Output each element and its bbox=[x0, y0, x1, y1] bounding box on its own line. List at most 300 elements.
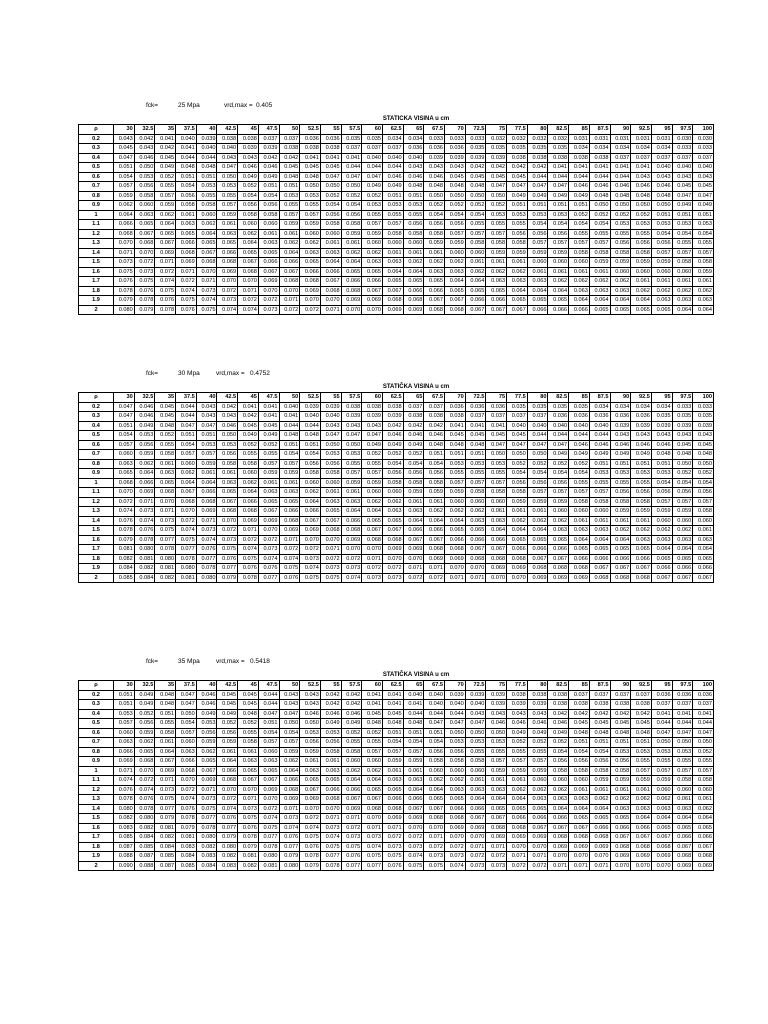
value-cell: 0.064 bbox=[631, 296, 652, 306]
value-cell: 0.036 bbox=[693, 690, 714, 700]
value-cell: 0.060 bbox=[548, 776, 569, 786]
value-cell: 0.049 bbox=[548, 191, 569, 201]
value-cell: 0.079 bbox=[155, 814, 176, 824]
value-cell: 0.042 bbox=[155, 144, 176, 154]
value-cell: 0.044 bbox=[672, 719, 693, 729]
value-cell: 0.051 bbox=[403, 191, 424, 201]
value-cell: 0.036 bbox=[631, 412, 652, 422]
value-cell: 0.060 bbox=[176, 459, 197, 469]
value-cell: 0.065 bbox=[445, 795, 466, 805]
value-cell: 0.068 bbox=[424, 305, 445, 315]
value-cell: 0.067 bbox=[465, 545, 486, 555]
value-cell: 0.077 bbox=[217, 564, 238, 574]
value-cell: 0.040 bbox=[507, 421, 528, 431]
value-cell: 0.059 bbox=[300, 220, 321, 230]
value-cell: 0.051 bbox=[631, 738, 652, 748]
value-cell: 0.040 bbox=[424, 690, 445, 700]
value-cell: 0.080 bbox=[114, 305, 135, 315]
value-cell: 0.059 bbox=[341, 478, 362, 488]
rho-cell: 1 bbox=[79, 478, 114, 488]
value-cell: 0.069 bbox=[279, 795, 300, 805]
value-cell: 0.061 bbox=[486, 258, 507, 268]
table-row bbox=[79, 507, 714, 517]
value-cell: 0.046 bbox=[507, 719, 528, 729]
value-cell: 0.057 bbox=[382, 747, 403, 757]
value-cell: 0.056 bbox=[320, 210, 341, 220]
value-cell: 0.057 bbox=[486, 757, 507, 767]
value-cell: 0.053 bbox=[693, 220, 714, 230]
value-cell: 0.044 bbox=[176, 153, 197, 163]
value-cell: 0.056 bbox=[300, 738, 321, 748]
value-cell: 0.046 bbox=[569, 182, 590, 192]
value-cell: 0.043 bbox=[279, 700, 300, 710]
value-cell: 0.059 bbox=[589, 776, 610, 786]
value-cell: 0.052 bbox=[548, 738, 569, 748]
value-cell: 0.037 bbox=[631, 153, 652, 163]
value-cell: 0.060 bbox=[341, 757, 362, 767]
value-cell: 0.053 bbox=[631, 469, 652, 479]
value-cell: 0.050 bbox=[176, 709, 197, 719]
table-row bbox=[79, 296, 714, 306]
value-cell: 0.063 bbox=[486, 277, 507, 287]
value-cell: 0.059 bbox=[196, 738, 217, 748]
table-row bbox=[79, 450, 714, 460]
value-cell: 0.068 bbox=[507, 554, 528, 564]
value-cell: 0.047 bbox=[445, 719, 466, 729]
value-cell: 0.069 bbox=[651, 852, 672, 862]
value-cell: 0.042 bbox=[403, 421, 424, 431]
value-cell: 0.074 bbox=[176, 286, 197, 296]
value-cell: 0.054 bbox=[176, 719, 197, 729]
value-cell: 0.058 bbox=[403, 229, 424, 239]
value-cell: 0.062 bbox=[507, 785, 528, 795]
column-header: 92.5 bbox=[631, 393, 652, 403]
value-cell: 0.071 bbox=[155, 258, 176, 268]
value-cell: 0.051 bbox=[258, 182, 279, 192]
value-cell: 0.040 bbox=[279, 402, 300, 412]
value-cell: 0.079 bbox=[217, 833, 238, 843]
value-cell: 0.062 bbox=[548, 516, 569, 526]
value-cell: 0.054 bbox=[569, 469, 590, 479]
value-cell: 0.064 bbox=[610, 535, 631, 545]
table-block-fck35 bbox=[78, 658, 714, 871]
rho-cell: 1.8 bbox=[79, 554, 114, 564]
value-cell: 0.078 bbox=[300, 852, 321, 862]
parameter-line bbox=[78, 370, 714, 382]
value-cell: 0.063 bbox=[217, 229, 238, 239]
value-cell: 0.041 bbox=[155, 134, 176, 144]
column-header: 75 bbox=[486, 681, 507, 691]
value-cell: 0.053 bbox=[610, 469, 631, 479]
value-cell: 0.075 bbox=[300, 833, 321, 843]
value-cell: 0.068 bbox=[465, 554, 486, 564]
value-cell: 0.072 bbox=[258, 535, 279, 545]
value-cell: 0.040 bbox=[651, 163, 672, 173]
value-cell: 0.042 bbox=[610, 709, 631, 719]
value-cell: 0.074 bbox=[445, 861, 466, 871]
table-row bbox=[79, 191, 714, 201]
value-cell: 0.065 bbox=[238, 248, 259, 258]
value-cell: 0.069 bbox=[672, 861, 693, 871]
value-cell: 0.043 bbox=[300, 690, 321, 700]
value-cell: 0.061 bbox=[341, 239, 362, 249]
value-cell: 0.061 bbox=[693, 795, 714, 805]
column-header: 70 bbox=[445, 125, 466, 135]
value-cell: 0.069 bbox=[134, 488, 155, 498]
value-cell: 0.060 bbox=[631, 267, 652, 277]
value-cell: 0.065 bbox=[196, 757, 217, 767]
value-cell: 0.050 bbox=[465, 728, 486, 738]
value-cell: 0.081 bbox=[258, 861, 279, 871]
value-cell: 0.072 bbox=[176, 516, 197, 526]
value-cell: 0.066 bbox=[238, 497, 259, 507]
value-cell: 0.048 bbox=[631, 728, 652, 738]
value-cell: 0.059 bbox=[548, 497, 569, 507]
value-cell: 0.056 bbox=[403, 220, 424, 230]
value-cell: 0.079 bbox=[114, 535, 135, 545]
value-cell: 0.085 bbox=[176, 861, 197, 871]
value-cell: 0.059 bbox=[610, 258, 631, 268]
value-cell: 0.068 bbox=[341, 526, 362, 536]
rho-cell: 1.4 bbox=[79, 804, 114, 814]
value-cell: 0.062 bbox=[631, 526, 652, 536]
value-cell: 0.066 bbox=[651, 564, 672, 574]
value-cell: 0.035 bbox=[507, 144, 528, 154]
value-cell: 0.063 bbox=[631, 535, 652, 545]
table-row bbox=[79, 172, 714, 182]
value-cell: 0.048 bbox=[424, 182, 445, 192]
value-cell: 0.076 bbox=[155, 296, 176, 306]
value-cell: 0.044 bbox=[548, 172, 569, 182]
value-cell: 0.058 bbox=[382, 229, 403, 239]
table-row bbox=[79, 497, 714, 507]
value-cell: 0.036 bbox=[300, 134, 321, 144]
value-cell: 0.064 bbox=[693, 545, 714, 555]
value-cell: 0.059 bbox=[507, 497, 528, 507]
value-cell: 0.059 bbox=[403, 757, 424, 767]
value-cell: 0.041 bbox=[362, 690, 383, 700]
value-cell: 0.061 bbox=[424, 248, 445, 258]
value-cell: 0.060 bbox=[569, 776, 590, 786]
data-table bbox=[78, 680, 714, 871]
column-header: 67.5 bbox=[424, 125, 445, 135]
value-cell: 0.069 bbox=[403, 814, 424, 824]
value-cell: 0.054 bbox=[589, 220, 610, 230]
value-cell: 0.048 bbox=[651, 450, 672, 460]
value-cell: 0.069 bbox=[569, 842, 590, 852]
value-cell: 0.064 bbox=[507, 795, 528, 805]
value-cell: 0.071 bbox=[507, 852, 528, 862]
value-cell: 0.062 bbox=[445, 258, 466, 268]
value-cell: 0.056 bbox=[610, 239, 631, 249]
value-cell: 0.046 bbox=[569, 440, 590, 450]
value-cell: 0.054 bbox=[548, 747, 569, 757]
value-cell: 0.049 bbox=[589, 450, 610, 460]
value-cell: 0.074 bbox=[176, 526, 197, 536]
column-header: 95 bbox=[651, 125, 672, 135]
value-cell: 0.066 bbox=[320, 267, 341, 277]
value-cell: 0.059 bbox=[507, 766, 528, 776]
value-cell: 0.067 bbox=[238, 258, 259, 268]
value-cell: 0.055 bbox=[693, 757, 714, 767]
value-cell: 0.079 bbox=[176, 823, 197, 833]
value-cell: 0.072 bbox=[114, 497, 135, 507]
value-cell: 0.062 bbox=[114, 201, 135, 211]
value-cell: 0.071 bbox=[155, 776, 176, 786]
value-cell: 0.072 bbox=[217, 795, 238, 805]
value-cell: 0.046 bbox=[424, 172, 445, 182]
column-header: 57.5 bbox=[341, 681, 362, 691]
value-cell: 0.057 bbox=[362, 220, 383, 230]
value-cell: 0.054 bbox=[651, 478, 672, 488]
value-cell: 0.039 bbox=[465, 690, 486, 700]
value-cell: 0.070 bbox=[217, 277, 238, 287]
value-cell: 0.049 bbox=[527, 191, 548, 201]
value-cell: 0.055 bbox=[155, 719, 176, 729]
value-cell: 0.052 bbox=[341, 728, 362, 738]
value-cell: 0.067 bbox=[486, 814, 507, 824]
value-cell: 0.067 bbox=[403, 804, 424, 814]
value-cell: 0.046 bbox=[486, 719, 507, 729]
rho-cell: 2 bbox=[79, 861, 114, 871]
value-cell: 0.065 bbox=[320, 776, 341, 786]
value-cell: 0.060 bbox=[424, 766, 445, 776]
value-cell: 0.069 bbox=[548, 573, 569, 583]
value-cell: 0.056 bbox=[445, 747, 466, 757]
value-cell: 0.078 bbox=[114, 286, 135, 296]
value-cell: 0.075 bbox=[196, 305, 217, 315]
value-cell: 0.080 bbox=[176, 564, 197, 574]
value-cell: 0.046 bbox=[424, 431, 445, 441]
value-cell: 0.070 bbox=[176, 776, 197, 786]
value-cell: 0.060 bbox=[672, 516, 693, 526]
column-header: 52.5 bbox=[300, 393, 321, 403]
value-cell: 0.049 bbox=[382, 440, 403, 450]
value-cell: 0.055 bbox=[610, 478, 631, 488]
value-cell: 0.038 bbox=[610, 700, 631, 710]
table-row bbox=[79, 201, 714, 211]
value-cell: 0.055 bbox=[507, 220, 528, 230]
value-cell: 0.054 bbox=[320, 201, 341, 211]
rho-cell: 0.8 bbox=[79, 459, 114, 469]
value-cell: 0.059 bbox=[486, 248, 507, 258]
value-cell: 0.057 bbox=[672, 248, 693, 258]
value-cell: 0.049 bbox=[320, 719, 341, 729]
value-cell: 0.075 bbox=[258, 823, 279, 833]
value-cell: 0.040 bbox=[672, 163, 693, 173]
value-cell: 0.038 bbox=[424, 412, 445, 422]
value-cell: 0.044 bbox=[196, 153, 217, 163]
value-cell: 0.056 bbox=[651, 239, 672, 249]
value-cell: 0.051 bbox=[258, 719, 279, 729]
value-cell: 0.034 bbox=[589, 144, 610, 154]
value-cell: 0.053 bbox=[445, 738, 466, 748]
value-cell: 0.037 bbox=[693, 700, 714, 710]
value-cell: 0.043 bbox=[445, 163, 466, 173]
column-header: 57.5 bbox=[341, 393, 362, 403]
value-cell: 0.064 bbox=[527, 286, 548, 296]
value-cell: 0.062 bbox=[569, 277, 590, 287]
value-cell: 0.064 bbox=[362, 507, 383, 517]
value-cell: 0.060 bbox=[486, 497, 507, 507]
value-cell: 0.064 bbox=[362, 776, 383, 786]
value-cell: 0.059 bbox=[382, 757, 403, 767]
table-row bbox=[79, 163, 714, 173]
column-header: 97.5 bbox=[672, 125, 693, 135]
rho-cell: 1.5 bbox=[79, 526, 114, 536]
data-table bbox=[78, 124, 714, 315]
value-cell: 0.058 bbox=[465, 757, 486, 767]
value-cell: 0.046 bbox=[382, 172, 403, 182]
value-cell: 0.063 bbox=[320, 248, 341, 258]
value-cell: 0.065 bbox=[445, 286, 466, 296]
column-header: 97.5 bbox=[672, 681, 693, 691]
column-header: 85 bbox=[569, 393, 590, 403]
value-cell: 0.065 bbox=[486, 286, 507, 296]
value-cell: 0.065 bbox=[424, 277, 445, 287]
value-cell: 0.053 bbox=[651, 469, 672, 479]
value-cell: 0.064 bbox=[486, 795, 507, 805]
value-cell: 0.068 bbox=[569, 833, 590, 843]
value-cell: 0.082 bbox=[238, 861, 259, 871]
value-cell: 0.037 bbox=[424, 402, 445, 412]
value-cell: 0.062 bbox=[672, 286, 693, 296]
rho-cell: 0.6 bbox=[79, 728, 114, 738]
value-cell: 0.075 bbox=[320, 842, 341, 852]
value-cell: 0.068 bbox=[196, 258, 217, 268]
column-header: 82.5 bbox=[548, 681, 569, 691]
value-cell: 0.065 bbox=[134, 747, 155, 757]
column-header: 97.5 bbox=[672, 393, 693, 403]
value-cell: 0.050 bbox=[134, 163, 155, 173]
value-cell: 0.057 bbox=[672, 766, 693, 776]
value-cell: 0.070 bbox=[341, 545, 362, 555]
value-cell: 0.064 bbox=[403, 267, 424, 277]
value-cell: 0.059 bbox=[548, 248, 569, 258]
value-cell: 0.072 bbox=[382, 833, 403, 843]
value-cell: 0.069 bbox=[341, 804, 362, 814]
value-cell: 0.047 bbox=[320, 431, 341, 441]
value-cell: 0.068 bbox=[134, 239, 155, 249]
value-cell: 0.078 bbox=[238, 573, 259, 583]
value-cell: 0.064 bbox=[569, 804, 590, 814]
value-cell: 0.055 bbox=[631, 757, 652, 767]
value-cell: 0.049 bbox=[569, 450, 590, 460]
value-cell: 0.065 bbox=[362, 267, 383, 277]
value-cell: 0.040 bbox=[527, 421, 548, 431]
value-cell: 0.048 bbox=[382, 719, 403, 729]
value-cell: 0.050 bbox=[341, 440, 362, 450]
value-cell: 0.038 bbox=[589, 153, 610, 163]
value-cell: 0.064 bbox=[176, 478, 197, 488]
value-cell: 0.075 bbox=[176, 535, 197, 545]
value-cell: 0.047 bbox=[424, 719, 445, 729]
value-cell: 0.078 bbox=[196, 823, 217, 833]
value-cell: 0.074 bbox=[238, 305, 259, 315]
value-cell: 0.077 bbox=[258, 833, 279, 843]
value-cell: 0.045 bbox=[569, 719, 590, 729]
value-cell: 0.087 bbox=[114, 842, 135, 852]
value-cell: 0.038 bbox=[300, 144, 321, 154]
value-cell: 0.082 bbox=[196, 842, 217, 852]
value-cell: 0.065 bbox=[651, 823, 672, 833]
rho-cell: 1.2 bbox=[79, 785, 114, 795]
value-cell: 0.073 bbox=[155, 785, 176, 795]
value-cell: 0.064 bbox=[672, 814, 693, 824]
value-cell: 0.057 bbox=[548, 488, 569, 498]
value-cell: 0.038 bbox=[569, 700, 590, 710]
value-cell: 0.053 bbox=[134, 431, 155, 441]
value-cell: 0.064 bbox=[196, 478, 217, 488]
value-cell: 0.065 bbox=[445, 526, 466, 536]
value-cell: 0.067 bbox=[155, 239, 176, 249]
value-cell: 0.066 bbox=[258, 258, 279, 268]
value-cell: 0.068 bbox=[424, 545, 445, 555]
value-cell: 0.046 bbox=[238, 163, 259, 173]
value-cell: 0.037 bbox=[651, 153, 672, 163]
value-cell: 0.061 bbox=[196, 469, 217, 479]
value-cell: 0.046 bbox=[134, 412, 155, 422]
value-cell: 0.053 bbox=[300, 191, 321, 201]
value-cell: 0.059 bbox=[486, 766, 507, 776]
value-cell: 0.063 bbox=[672, 296, 693, 306]
value-cell: 0.057 bbox=[527, 239, 548, 249]
value-cell: 0.073 bbox=[217, 535, 238, 545]
value-cell: 0.062 bbox=[527, 785, 548, 795]
value-cell: 0.040 bbox=[382, 153, 403, 163]
column-header: 57.5 bbox=[341, 125, 362, 135]
value-cell: 0.075 bbox=[362, 852, 383, 862]
value-cell: 0.037 bbox=[672, 153, 693, 163]
value-cell: 0.047 bbox=[362, 172, 383, 182]
value-cell: 0.068 bbox=[486, 823, 507, 833]
value-cell: 0.065 bbox=[486, 804, 507, 814]
value-cell: 0.061 bbox=[569, 267, 590, 277]
value-cell: 0.069 bbox=[445, 554, 466, 564]
value-cell: 0.051 bbox=[114, 421, 135, 431]
value-cell: 0.068 bbox=[548, 564, 569, 574]
value-cell: 0.067 bbox=[320, 516, 341, 526]
value-cell: 0.070 bbox=[300, 804, 321, 814]
value-cell: 0.031 bbox=[631, 134, 652, 144]
value-cell: 0.047 bbox=[176, 690, 197, 700]
value-cell: 0.049 bbox=[362, 440, 383, 450]
value-cell: 0.040 bbox=[217, 144, 238, 154]
value-cell: 0.062 bbox=[589, 277, 610, 287]
value-cell: 0.041 bbox=[569, 163, 590, 173]
value-cell: 0.053 bbox=[548, 210, 569, 220]
value-cell: 0.052 bbox=[527, 459, 548, 469]
value-cell: 0.063 bbox=[610, 286, 631, 296]
value-cell: 0.065 bbox=[465, 526, 486, 536]
value-cell: 0.047 bbox=[176, 421, 197, 431]
value-cell: 0.052 bbox=[693, 747, 714, 757]
value-cell: 0.046 bbox=[382, 431, 403, 441]
value-cell: 0.058 bbox=[631, 497, 652, 507]
value-cell: 0.063 bbox=[258, 488, 279, 498]
value-cell: 0.041 bbox=[258, 412, 279, 422]
value-cell: 0.057 bbox=[693, 497, 714, 507]
value-cell: 0.061 bbox=[631, 277, 652, 287]
value-cell: 0.068 bbox=[424, 814, 445, 824]
value-cell: 0.055 bbox=[486, 747, 507, 757]
value-cell: 0.060 bbox=[196, 210, 217, 220]
value-cell: 0.078 bbox=[320, 861, 341, 871]
value-cell: 0.063 bbox=[486, 516, 507, 526]
value-cell: 0.055 bbox=[465, 747, 486, 757]
value-cell: 0.079 bbox=[134, 305, 155, 315]
rho-cell: 1 bbox=[79, 766, 114, 776]
